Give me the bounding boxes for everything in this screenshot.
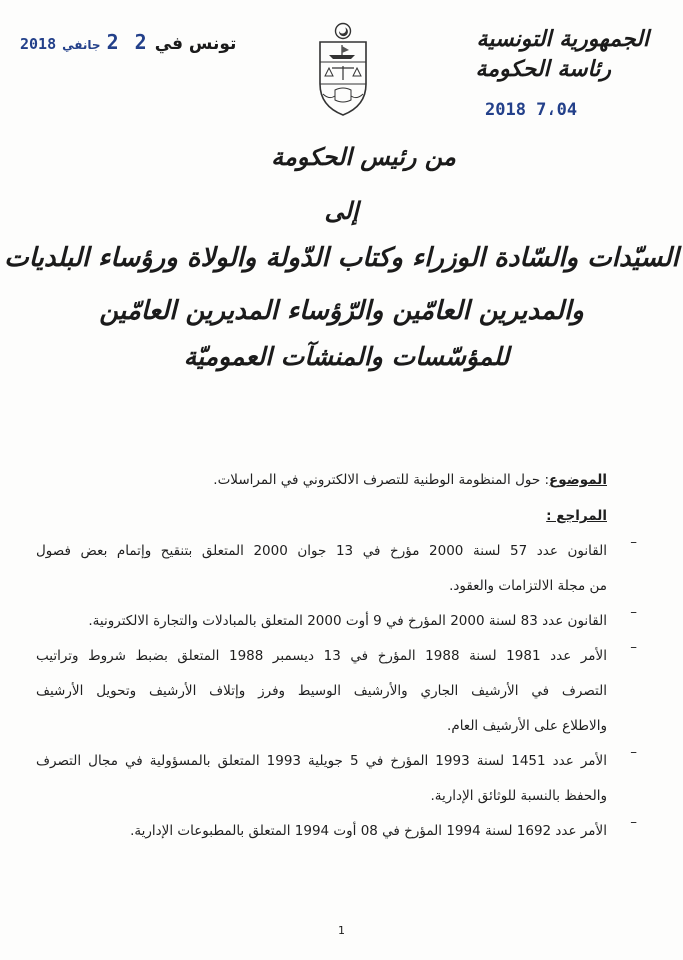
date-year: 2018 <box>20 35 57 53</box>
date-stamp <box>20 30 149 54</box>
subject-line <box>36 462 607 498</box>
sender-heading: من رئيس الحكومة <box>271 142 456 171</box>
reference-item <box>36 534 637 604</box>
list-dash: – <box>630 604 637 620</box>
list-dash: – <box>630 534 637 550</box>
reference-line: الأمر عدد 1692 لسنة 1994 المؤرخ في 08 أوت 1994 المتعلق بالمطبوعات الإدارية. <box>130 823 607 839</box>
registration-stamp: 2018 7،04 <box>485 100 578 120</box>
reference-item <box>36 814 637 849</box>
date-month: جانفي <box>62 38 101 52</box>
recipients-line-2: والمديرين العامّين والرّؤساء المديرين العامّين <box>99 296 584 326</box>
list-dash: – <box>630 744 637 760</box>
recipients-line-3: للمؤسّسات والمنشآت العموميّة <box>183 342 510 371</box>
page-number: 1 <box>338 924 345 937</box>
letterhead <box>476 26 649 82</box>
reference-item <box>36 744 637 814</box>
reference-line: الأمر عدد 1981 لسنة 1988 المؤرخ في 13 ديسمبر 1988 المتعلق بضبط شروط وتراتيب <box>36 648 607 664</box>
reference-line: القانون عدد 57 لسنة 2000 مؤرخ في 13 جوان 2000 المتعلق بتنقيح وإتمام بعض فصول <box>36 543 607 559</box>
reference-line: والحفظ بالنسبة للوثائق الإدارية. <box>430 788 607 804</box>
subject-label: الموضوع <box>549 472 607 488</box>
reference-item <box>36 639 637 744</box>
reference-line: التصرف في الأرشيف الجاري والأرشيف الوسيط وفرز وإتلاف الأرشيف وتحويل الأرشيف <box>36 683 607 699</box>
place-and-date <box>20 30 236 54</box>
to-heading: إلى <box>324 196 359 225</box>
recipients-line-1: السيّدات والسّادة الوزراء وكتاب الدّولة والولاة ورؤساء البلديات <box>4 243 679 273</box>
coat-of-arms-icon <box>315 22 371 118</box>
reference-line: من مجلة الالتزامات والعقود. <box>449 578 607 594</box>
reference-line: والاطلاع على الأرشيف العام. <box>447 718 607 734</box>
reference-item <box>36 604 637 639</box>
reference-line: الأمر عدد 1451 لسنة 1993 المؤرخ في 5 جويلية 1993 المتعلق بالمسؤولية في مجال التصرف <box>36 753 607 769</box>
references-heading <box>36 498 607 534</box>
date-day: 2 2 <box>106 30 149 54</box>
references-list <box>36 534 637 849</box>
city-label: تونس في <box>154 34 237 54</box>
subject-text: : حول المنظومة الوطنية للتصرف الالكتروني في المراسلات. <box>213 472 550 488</box>
letter-body <box>36 462 637 849</box>
list-dash: – <box>630 639 637 655</box>
republic-name: الجمهورية التونسية <box>476 26 649 52</box>
list-dash: – <box>630 814 637 830</box>
references-label: المراجع : <box>546 508 607 524</box>
reference-line: القانون عدد 83 لسنة 2000 المؤرخ في 9 أوت 2000 المتعلق بالمبادلات والتجارة الالكترونية. <box>88 613 607 629</box>
presidency-name: رئاسة الحكومة <box>475 56 611 82</box>
